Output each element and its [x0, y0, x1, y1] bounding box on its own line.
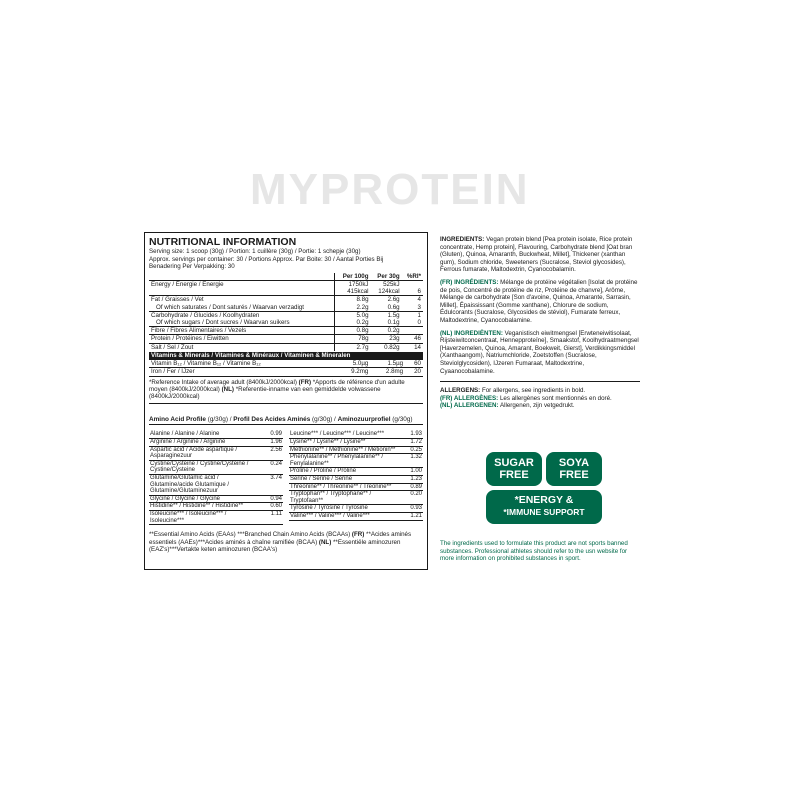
badge-line: FREE: [499, 469, 529, 481]
nutrient-ri: 14: [402, 343, 423, 351]
amino-row: [289, 431, 423, 438]
ingredients-nl-text: Veganistisch eiwitmengsel [Erwteneiwitisolaat, Rijsteiwitconcentraat, Hennepproteïne], Smaakstof, Koolhydraatmengsel [Haverzemelen, Quinoa, Amarant, Boekweit, Gierst], Verdikkingsmiddel (Xanthaangom), Natriumchloride, Zoetstoffen (Sucralose, Steviolglycosiden), IJzeren Fumaraat, Maltodextrine, Cyaanocobalamine.: [440, 329, 639, 375]
amino-col-right: [289, 431, 423, 525]
vitamins-header: Vitamins & Minerals / Vitamines & Minéraux / Vitaminen & Mineralen: [149, 352, 423, 360]
vitamin-per100: 5.0µg: [336, 360, 371, 368]
nutrition-row: [149, 319, 423, 327]
col-header: [149, 273, 335, 281]
vitamins-table: [149, 360, 423, 377]
nutrient-label: Protein / Protéines / Eiwitten: [149, 335, 335, 343]
nutrient-label: Energy / Énergie / Energie: [149, 280, 335, 295]
amino-value: 1.00: [403, 468, 423, 476]
ri-note-en: *Reference Intake of average adult (8400kJ/2000kcal): [149, 378, 297, 386]
amino-label: Histidine** / Histidine** / Histidine**: [149, 503, 263, 511]
amino-value: 3.74: [263, 475, 283, 496]
nutrient-per100: 0.2g: [335, 319, 371, 327]
amino-value: 1.21: [403, 512, 423, 520]
amino-label: Aspartic acid / Acide aspartique / Asparaginezuur: [149, 446, 263, 460]
amino-value: 0.93: [403, 505, 423, 513]
amino-label: Threonine** / Threonine** / Treonine**: [289, 483, 403, 491]
vitamin-row: [149, 360, 423, 368]
amino-title-fr: Profil Des Acides Aminés: [233, 415, 311, 423]
nutrient-per100: 5.0g: [335, 311, 371, 319]
amino-label: Serine / Serine / Serine: [289, 476, 403, 484]
allergens-fr-text: Les allergènes sont mentionnés en doré.: [499, 394, 612, 402]
allergens-nl-text: Allergenen, zijn vetgedrukt.: [499, 402, 575, 410]
badge-line: *ENERGY &: [514, 494, 574, 506]
col-header-per30: Per 30g: [371, 273, 402, 281]
amino-row: [149, 446, 283, 460]
amino-value: 1.11: [263, 510, 283, 524]
ri-note-fr-tag: (FR): [298, 378, 312, 386]
amino-label: Isoleucine*** / Isoleucine*** / Isoleucine***: [149, 510, 263, 524]
amino-value: 0.99: [263, 431, 283, 438]
allergens-fr-tag: (FR) ALLERGÈNES:: [440, 394, 499, 402]
allergens-nl: [440, 402, 640, 410]
amino-value: 0.89: [403, 483, 423, 491]
nutrient-per30: 525kJ 124kcal: [371, 280, 402, 295]
allergens-en-tag: ALLERGENS:: [440, 387, 481, 395]
ingredients-en-text: Vegan protein blend [Pea protein isolate, Rice protein concentrate, Hemp protein], Flavouring, Carbohydrate blend [Oat bran (Gluten), Quinoa, Amaranth, Buckwheat, Millet], Thickener (xanthan gum), Sodium chloride, Sweeteners (Sucralose, Steviol glycosides), Ferrous fumarate, Maltodextrin, Cyanocobalamin.: [440, 236, 633, 274]
nutrition-row: [149, 327, 423, 335]
amino-row: [289, 505, 423, 513]
amino-row: [289, 491, 423, 505]
amino-title-unit: (g/30g) /: [310, 415, 338, 423]
col-header-ri: %RI*: [402, 273, 423, 281]
nutrient-ri: 46: [402, 335, 423, 343]
ri-note: [149, 379, 423, 404]
nutrient-label: Salt / Sel / Zout: [149, 343, 335, 351]
col-header-per100: Per 100g: [335, 273, 371, 281]
amino-foot-fr: **Acides aminés essentiels (AAEs)***Acides aminés à chaîne ramifiée (BCAA): [149, 531, 412, 546]
vitamin-ri: 60: [405, 360, 423, 368]
nutrient-per100: 2.2g: [335, 304, 371, 312]
amino-value: 1.96: [263, 439, 283, 447]
nutrient-ri: 6: [402, 280, 423, 295]
amino-title-unit: (g/30g): [390, 415, 413, 423]
badge-line: SOYA: [558, 457, 590, 469]
allergens-en-text: For allergens, see ingredients in bold.: [481, 387, 586, 395]
vitamin-per100: 9.2mg: [336, 368, 371, 376]
ri-note-nl-tag: (NL): [221, 386, 234, 394]
amino-label: Alanine / Alanine / Alanine: [149, 431, 263, 438]
amino-label: Cystine/Cysteine / Cystine/Cysteine / Cystine/Cysteine: [149, 460, 263, 474]
nutrition-row: [149, 335, 423, 343]
amino-row: [149, 431, 283, 438]
nutrient-per30: 23g: [371, 335, 402, 343]
amino-row: [149, 503, 283, 511]
amino-foot-nl-tag: (NL): [318, 538, 332, 546]
amino-row: [149, 439, 283, 447]
nutrient-ri: 4: [402, 296, 423, 304]
nutrient-ri: 0: [417, 319, 421, 326]
vitamin-label: Iron / Fer / IJzer: [149, 368, 336, 376]
nutrition-row: [149, 311, 423, 319]
nutrient-per30: 0.6g: [387, 303, 400, 311]
allergens-en: [440, 387, 640, 395]
badge-line: *IMMUNE SUPPORT: [503, 506, 585, 517]
amino-row: [289, 446, 423, 454]
vitamin-row: [149, 368, 423, 376]
amino-title-unit: (g/30g) /: [205, 415, 234, 423]
amino-row: [289, 476, 423, 484]
amino-row: [289, 468, 423, 476]
ri-note-fr: *Apports de référence d'un adulte moyen (8400kJ/2000kcal): [149, 378, 405, 394]
amino-label: Phenylalanine** / Phenylalanine** / Fenylalanine**: [289, 454, 403, 468]
nutrient-ri: 1: [402, 311, 423, 319]
nutrient-per100: 8.8g: [335, 296, 371, 304]
amino-foot-en: **Essential Amino Acids (EAAs) ***Branched Chain Amino Acids (BCAAs): [149, 531, 351, 539]
vitamin-label: Vitamin B₁₂ / Vitamine B₁₂ / Vitamine B₁₂: [149, 360, 336, 368]
amino-value: 1.32: [403, 454, 423, 468]
vitamin-per30: 1.5µg: [370, 360, 405, 368]
claim-badges: [486, 452, 602, 524]
amino-title-nl: Aminozuurprofiel: [337, 415, 391, 423]
amino-label: Tyrosine / Tyrosine / Tyrosine: [289, 505, 403, 513]
badge-line: SUGAR: [494, 457, 534, 469]
amino-foot-nl: **Essentiële aminozuren (EAZ's)***Vertakte keten aminozuren (BCAA's): [149, 538, 401, 553]
allergens-nl-tag: (NL) ALLERGENEN:: [440, 402, 499, 410]
ingredients-fr-text: Mélange de protéine végétalien [Isolat de protéine de pois, Concentré de protéine de riz, Protéine de chanvre], Arôme, Mélange de carbohydrate [Son d'avoine, Quinoa, Amarante, Sarrasin, Millet], Épaississant (Gomme xanthane), Chlorure de sodium, Édulcorants (Sucralose, Glycosides de stéviol), Fumarate ferreux, Maltodextrine, Cyanocobalamine.: [440, 278, 638, 324]
amino-row: [289, 483, 423, 491]
amino-label: Lysine** / Lysine** / Lysine**: [289, 439, 403, 447]
amino-value: 2.56: [263, 446, 283, 460]
serving-line: Benadering Per Verpakking: 30: [149, 263, 235, 271]
amino-foot-fr-tag: (FR): [351, 531, 365, 539]
amino-value: 0.20: [403, 491, 423, 505]
nutrient-label: Carbohydrate / Glucides / Koolhydraten: [149, 311, 335, 319]
watermark-text: MYPROTEIN: [250, 165, 530, 214]
nutrient-per30: 1.5g: [371, 311, 402, 319]
amino-row: [289, 512, 423, 520]
amino-title: [149, 416, 423, 426]
nutrient-label: Of which sugars / Dont sucres / Waarvan suikers: [156, 319, 290, 326]
nutrition-row: [149, 304, 423, 312]
nutrition-row: [149, 280, 423, 295]
amino-columns: [149, 431, 423, 525]
amino-footnote: [149, 531, 423, 553]
vitamin-ri: 20: [405, 368, 423, 376]
ri-note-nl: *Referentie-inname van een gemiddelde volwassene (8400kJ/2000kcal): [149, 386, 381, 401]
amino-label: Glutamine/Glutamic acid / Glutamine/acide Glutamique / Glutamine/Glutaminezuur: [149, 475, 263, 496]
nutrient-per30: 0.2g: [371, 327, 402, 335]
nutrition-title: NUTRITIONAL INFORMATION: [149, 236, 297, 248]
nutrient-ri: [402, 327, 423, 335]
nutrient-per30: 2.6g: [371, 296, 402, 304]
ingredients-fr: [440, 279, 640, 325]
amino-value: 0.60: [263, 503, 283, 511]
amino-row: [149, 460, 283, 474]
amino-row: [289, 454, 423, 468]
nutrient-label: Fibre / Fibres Alimentaires / Vezels: [149, 327, 335, 335]
vitamin-per30: 2.8mg: [370, 368, 405, 376]
ingredients-panel: [440, 236, 640, 410]
amino-row: [149, 475, 283, 496]
amino-title-en: Amino Acid Profile: [149, 415, 206, 423]
amino-row: [289, 439, 423, 447]
amino-value: 1.72: [403, 439, 423, 447]
allergens-fr: [440, 395, 640, 403]
amino-row: [149, 495, 283, 503]
nutrient-per30: 0.1g: [387, 319, 400, 326]
serving-line: Approx. servings per container: 30 / Portions Approx. Par Boite: 30 / Aantal Porties Bij: [149, 255, 384, 263]
badge-line: FREE: [559, 469, 589, 481]
nutrient-per100: 1750kJ 415kcal: [335, 280, 371, 295]
nutrient-per30: 0.82g: [371, 343, 402, 351]
amino-value: 1.23: [403, 476, 423, 484]
ingredients-en: [440, 236, 640, 274]
energy-immune-badge: [486, 490, 602, 524]
nutrient-ri: 3: [417, 303, 421, 311]
amino-label: Tryptophan** / Tryptophane** / Tryptofaan**: [289, 491, 403, 505]
nutrient-per100: 78g: [335, 335, 371, 343]
amino-row: [149, 510, 283, 524]
amino-label: Proline / Proline / Proline: [289, 468, 403, 476]
serving-line: Serving size: 1 scoop (30g) / Portion: 1 cuillère (30g) / Portie: 1 schepje (30g): [149, 248, 361, 255]
sugar-free-badge: [486, 452, 542, 486]
nutrient-label: Of which saturates / Dont saturés / Waarvan verzadigt: [156, 303, 304, 311]
banned-substances-note: The ingredients used to formulate this product are not sports banned substances. Professional athletes should refer to the usn website for more information on prohibited substances in sport.: [440, 540, 628, 563]
nutrient-label: Fat / Graisses / Vet: [149, 296, 335, 304]
soya-free-badge: [546, 452, 602, 486]
amino-value: 0.24: [263, 460, 283, 474]
amino-value: 0.25: [403, 446, 423, 454]
divider: [440, 381, 640, 382]
nutrition-row: [149, 296, 423, 304]
amino-value: 0.94: [263, 495, 283, 503]
ingredients-nl-tag: (NL) INGREDIËNTEN:: [440, 329, 503, 337]
nutrition-table: [149, 273, 423, 351]
amino-value: 1.93: [403, 431, 423, 438]
amino-label: Arginine / Arginine / Arginine: [149, 439, 263, 447]
ingredients-nl: [440, 330, 640, 376]
amino-label: Leucine*** / Leucine*** / Leucine***: [289, 431, 403, 438]
ingredients-fr-tag: (FR) INGRÉDIENTS:: [440, 278, 499, 286]
nutrient-per100: 2.7g: [335, 343, 371, 351]
nutrition-row: [149, 343, 423, 351]
nutrient-per100: 0.8g: [335, 327, 371, 335]
nutrition-label: [144, 232, 428, 570]
ingredients-en-tag: INGREDIENTS:: [440, 236, 485, 243]
amino-label: Valine*** / Valine*** / Valine***: [289, 512, 403, 520]
amino-label: Methionine** / Methionine** / Metionin**: [289, 446, 403, 454]
amino-label: Glycine / Glycine / Glycine: [149, 495, 263, 503]
badge-row: [486, 452, 602, 486]
amino-col-left: [149, 431, 283, 525]
